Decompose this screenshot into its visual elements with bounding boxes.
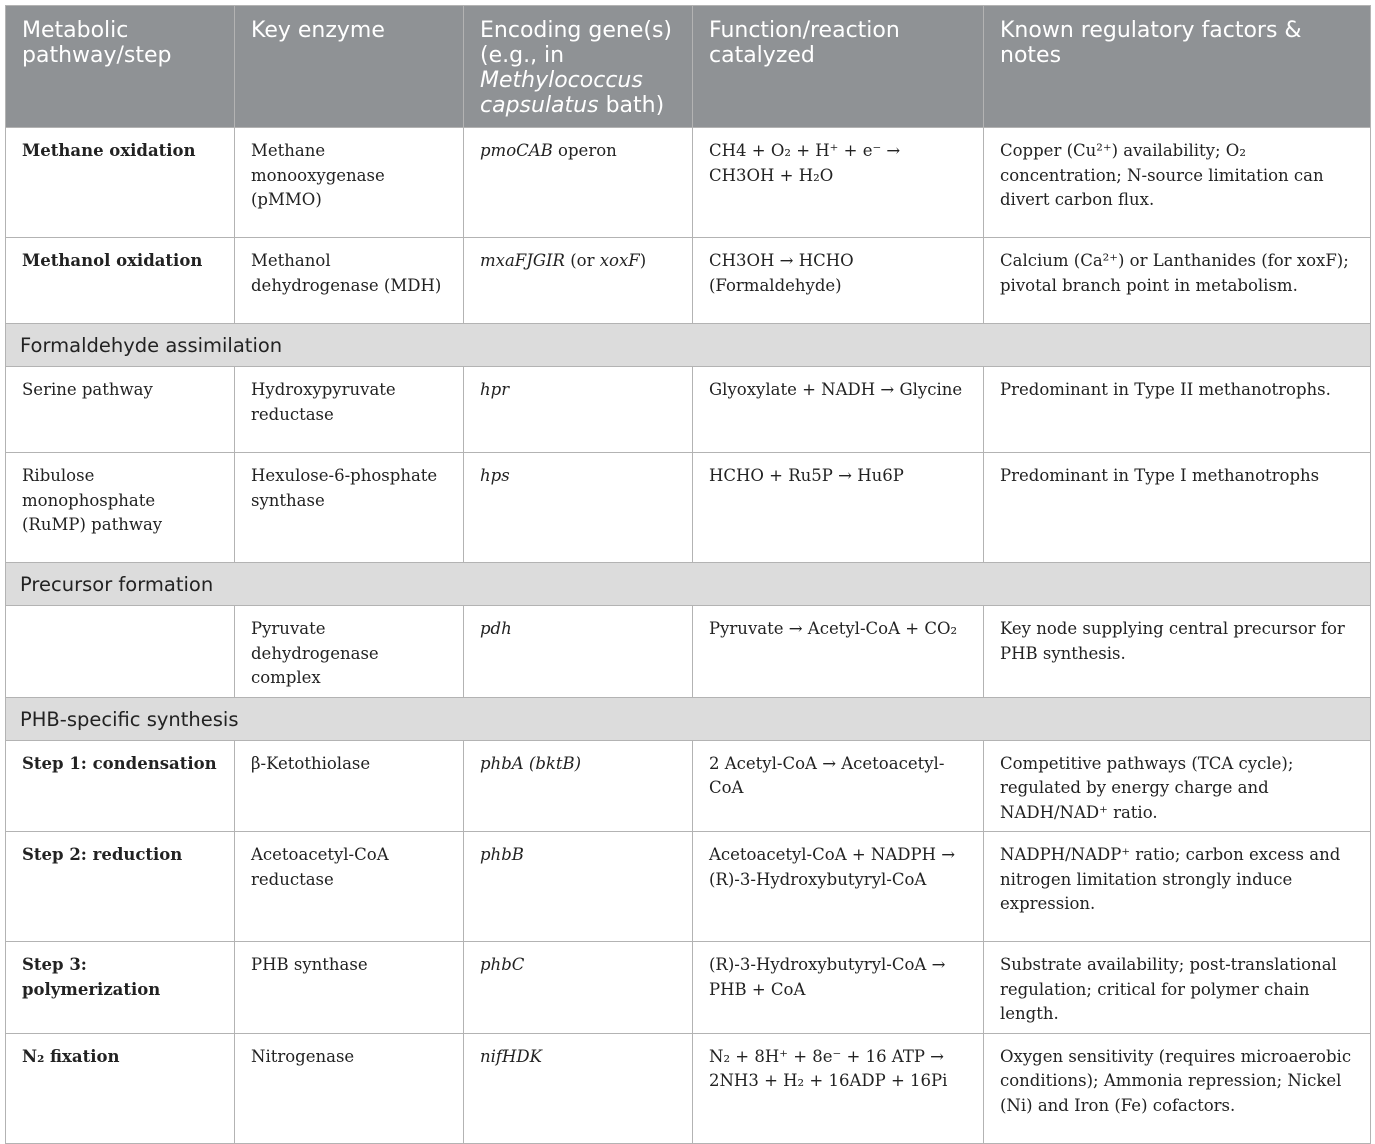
enzyme-cell: Methanol dehydrogenase (MDH)	[235, 238, 464, 324]
step-cell: Step 1: condensation	[6, 740, 235, 832]
notes-cell: Oxygen sensitivity (requires microaerobic conditions); Ammonia repression; Nickel (Ni) and Iron (Fe) cofactors.	[984, 1033, 1371, 1143]
enzyme-cell: PHB synthase	[235, 942, 464, 1034]
enzyme-cell: Pyruvate dehydrogenase complex	[235, 606, 464, 698]
enzyme-cell: β-Ketothiolase	[235, 740, 464, 832]
section-title-phb: PHB-specific synthesis	[6, 697, 1371, 740]
header-key-enzyme: Key enzyme	[235, 6, 464, 128]
section-row	[6, 697, 1371, 740]
notes-cell: Copper (Cu²⁺) availability; O₂ concentration; N-source limitation can divert carbon flux.	[984, 128, 1371, 238]
gene-mid: (or	[564, 251, 600, 270]
reaction-cell: Glyoxylate + NADH → Glycine	[693, 367, 984, 453]
gene-italic: phbA (bktB)	[480, 753, 582, 773]
gene-italic: nifHDK	[480, 1046, 542, 1066]
enzyme-cell: Nitrogenase	[235, 1033, 464, 1143]
table-row	[6, 367, 1371, 453]
table-row	[6, 740, 1371, 832]
step-cell	[6, 606, 235, 698]
header-genes-suffix: bath)	[598, 93, 665, 118]
notes-cell: Competitive pathways (TCA cycle); regulated by energy charge and NADH/NAD⁺ ratio.	[984, 740, 1371, 832]
notes-cell: Predominant in Type II methanotrophs.	[984, 367, 1371, 453]
step-cell: Ribulose monophosphate (RuMP) pathway	[6, 453, 235, 563]
step-cell: Serine pathway	[6, 367, 235, 453]
section-title-formaldehyde: Formaldehyde assimilation	[6, 324, 1371, 367]
step-cell: Step 2: reduction	[6, 832, 235, 942]
notes-cell: Substrate availability; post-translational regulation; critical for polymer chain length.	[984, 942, 1371, 1034]
enzyme-cell: Hexulose-6-phosphate synthase	[235, 453, 464, 563]
gene-cell	[464, 128, 693, 238]
metabolic-pathway-table	[5, 5, 1371, 1144]
table-row	[6, 453, 1371, 563]
header-regulatory-notes: Known regulatory factors & notes	[984, 6, 1371, 128]
gene-cell	[464, 1033, 693, 1143]
gene-italic: pmoCAB	[480, 141, 553, 160]
gene-cell	[464, 606, 693, 698]
gene-cell	[464, 832, 693, 942]
reaction-cell: HCHO + Ru5P → Hu6P	[693, 453, 984, 563]
table-header-row	[6, 6, 1371, 128]
header-genes-species: Methylococcus capsulatus	[480, 68, 643, 118]
header-pathway-step: Metabolic pathway/step	[6, 6, 235, 128]
step-cell: Step 3: polymerization	[6, 942, 235, 1034]
notes-cell: Predominant in Type I methanotrophs	[984, 453, 1371, 563]
gene-cell	[464, 942, 693, 1034]
gene-italic: phbB	[480, 845, 524, 864]
reaction-cell: CH3OH → HCHO (Formaldehyde)	[693, 238, 984, 324]
header-encoding-genes	[464, 6, 693, 128]
reaction-cell: 2 Acetyl-CoA → Acetoacetyl-CoA	[693, 740, 984, 832]
enzyme-cell: Methane monooxygenase (pMMO)	[235, 128, 464, 238]
gene-cell	[464, 453, 693, 563]
reaction-cell: N₂ + 8H⁺ + 8e⁻ + 16 ATP → 2NH3 + H₂ + 16ADP + 16Pi	[693, 1033, 984, 1143]
gene-italic: phbC	[480, 955, 525, 974]
table-row	[6, 238, 1371, 324]
enzyme-cell: Hydroxypyruvate reductase	[235, 367, 464, 453]
enzyme-cell: Acetoacetyl-CoA reductase	[235, 832, 464, 942]
gene-rest: operon	[552, 141, 617, 160]
table-row	[6, 606, 1371, 698]
notes-cell: Calcium (Ca²⁺) or Lanthanides (for xoxF); pivotal branch point in metabolism.	[984, 238, 1371, 324]
step-cell: Methanol oxidation	[6, 238, 235, 324]
step-cell: N₂ fixation	[6, 1033, 235, 1143]
table-row	[6, 832, 1371, 942]
gene-italic: hps	[480, 466, 510, 485]
notes-cell: Key node supplying central precursor for PHB synthesis.	[984, 606, 1371, 698]
gene-italic-alt: xoxF	[599, 251, 640, 270]
gene-end: )	[639, 251, 647, 270]
section-row	[6, 324, 1371, 367]
gene-italic: mxaFJGIR	[480, 251, 565, 270]
gene-cell	[464, 238, 693, 324]
table-row	[6, 1033, 1371, 1143]
header-function: Function/reaction catalyzed	[693, 6, 984, 128]
step-cell: Methane oxidation	[6, 128, 235, 238]
reaction-cell: CH4 + O₂ + H⁺ + e⁻ → CH3OH + H₂O	[693, 128, 984, 238]
reaction-cell: (R)-3-Hydroxybutyryl-CoA → PHB + CoA	[693, 942, 984, 1034]
gene-cell	[464, 367, 693, 453]
section-title-precursor: Precursor formation	[6, 563, 1371, 606]
table-row	[6, 128, 1371, 238]
notes-cell: NADPH/NADP⁺ ratio; carbon excess and nitrogen limitation strongly induce expression.	[984, 832, 1371, 942]
reaction-cell: Acetoacetyl-CoA + NADPH → (R)-3-Hydroxybutyryl-CoA	[693, 832, 984, 942]
table-row	[6, 942, 1371, 1034]
gene-italic: pdh	[480, 619, 512, 638]
section-row	[6, 563, 1371, 606]
reaction-cell: Pyruvate → Acetyl-CoA + CO₂	[693, 606, 984, 698]
header-genes-prefix: Encoding gene(s) (e.g., in	[480, 18, 672, 68]
gene-cell	[464, 740, 693, 832]
gene-italic: hpr	[480, 380, 510, 399]
